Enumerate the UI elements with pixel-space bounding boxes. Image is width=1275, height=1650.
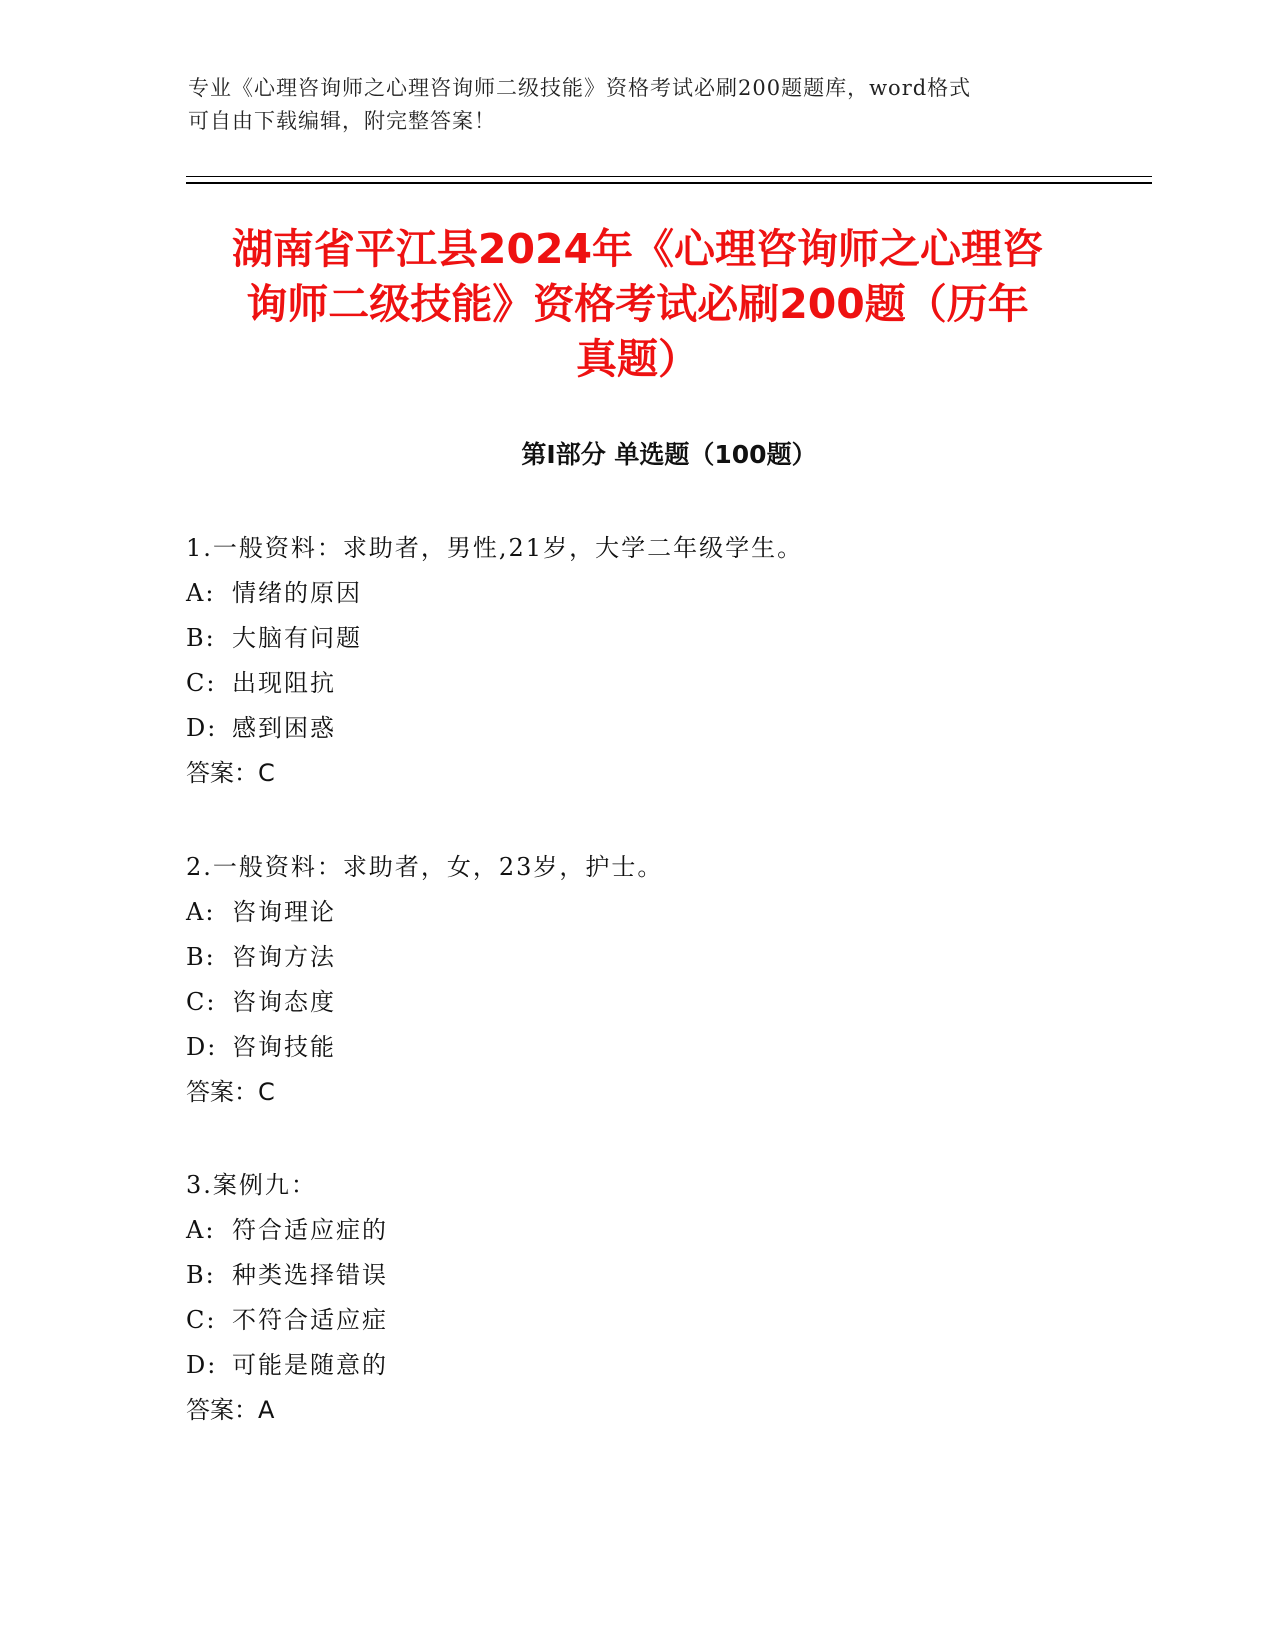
option-letter: D:: [186, 714, 218, 742]
option-letter: B:: [186, 1261, 216, 1289]
option-b: [186, 616, 1086, 661]
option-text: 种类选择错误: [232, 1261, 388, 1289]
question-3: [186, 1163, 1086, 1433]
option-d: [186, 1025, 1086, 1070]
option-letter: C:: [186, 988, 217, 1016]
option-letter: D:: [186, 1033, 218, 1061]
question-stem: 3.案例九：: [186, 1171, 317, 1199]
question-2: [186, 845, 1086, 1115]
option-text: 符合适应症的: [232, 1216, 388, 1244]
option-letter: A:: [186, 1216, 216, 1244]
option-letter: C:: [186, 669, 217, 697]
option-b: [186, 935, 1086, 980]
header-note: [188, 72, 1088, 138]
option-b: [186, 1253, 1086, 1298]
option-letter: A:: [186, 898, 216, 926]
option-text: 情绪的原因: [232, 579, 362, 607]
option-d: [186, 706, 1086, 751]
option-text: 大脑有问题: [232, 624, 362, 652]
header-note-line-2: 可自由下载编辑，附完整答案！: [188, 109, 496, 133]
option-text: 咨询技能: [232, 1033, 336, 1061]
option-text: 可能是随意的: [232, 1351, 388, 1379]
answer-line: 答案：C: [186, 759, 275, 787]
option-letter: B:: [186, 624, 216, 652]
option-text: 咨询理论: [232, 898, 336, 926]
answer-line: 答案：C: [186, 1078, 275, 1106]
option-c: [186, 661, 1086, 706]
document-title-line-1: 湖南省平江县2024年《心理咨询师之心理咨: [231, 225, 1044, 273]
option-c: [186, 1298, 1086, 1343]
document-title: [150, 222, 1125, 387]
option-letter: D:: [186, 1351, 218, 1379]
document-title-line-3: 真题）: [576, 335, 699, 383]
option-letter: C:: [186, 1306, 217, 1334]
question-stem: 1.一般资料：求助者，男性,21岁，大学二年级学生。: [186, 534, 804, 562]
answer-line: 答案：A: [186, 1396, 275, 1424]
option-text: 出现阻抗: [232, 669, 336, 697]
option-c: [186, 980, 1086, 1025]
option-letter: A:: [186, 579, 216, 607]
option-letter: B:: [186, 943, 216, 971]
question-1: [186, 526, 1086, 796]
header-rule-bottom: [186, 182, 1152, 184]
option-a: [186, 890, 1086, 935]
option-a: [186, 1208, 1086, 1253]
option-text: 咨询方法: [232, 943, 336, 971]
option-d: [186, 1343, 1086, 1388]
option-text: 咨询态度: [232, 988, 336, 1016]
document-title-line-2: 询师二级技能》资格考试必刷200题（历年: [246, 280, 1029, 328]
section-title: 第Ⅰ部分 单选题（100题）: [521, 440, 817, 469]
question-stem: 2.一般资料：求助者，女，23岁，护士。: [186, 853, 664, 881]
header-note-line-1: 专业《心理咨询师之心理咨询师二级技能》资格考试必刷200题题库，word格式: [188, 76, 972, 100]
header-rule-top: [186, 176, 1152, 177]
option-text: 感到困惑: [232, 714, 336, 742]
option-text: 不符合适应症: [232, 1306, 388, 1334]
option-a: [186, 571, 1086, 616]
